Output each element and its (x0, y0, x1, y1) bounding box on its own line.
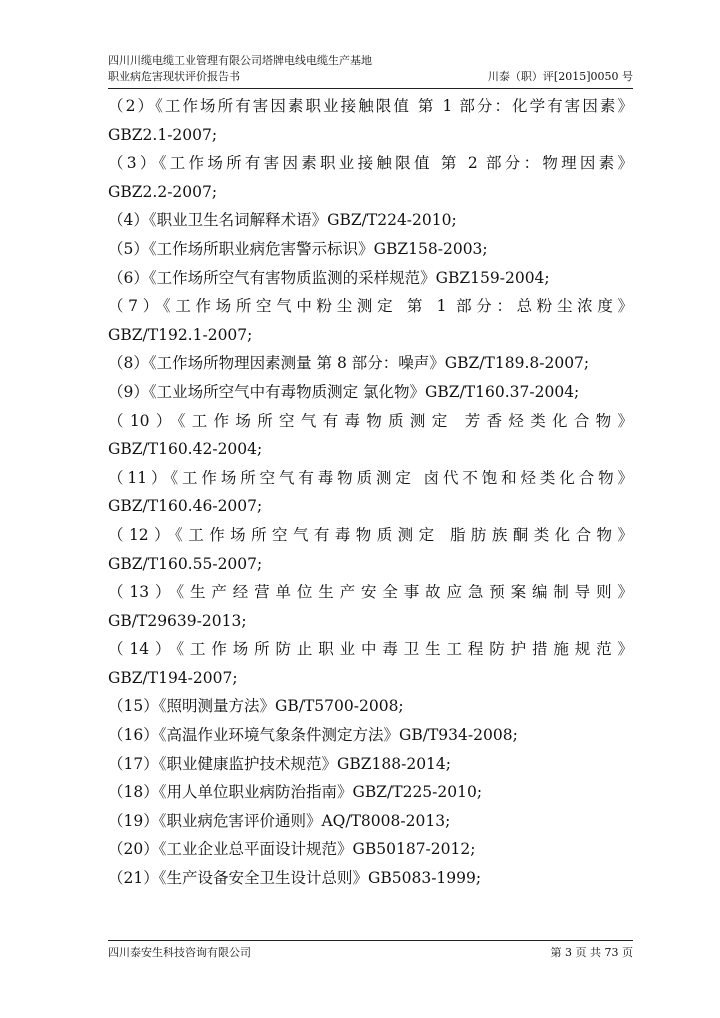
text-line: （20）《工业企业总平面设计规范》GB50187-2012; (108, 840, 476, 859)
text-line: GBZ/T160.55-2007; (108, 554, 263, 573)
text-line: （17）《职业健康监护技术规范》GBZ188-2014; (108, 754, 452, 773)
text-line: （9）《工业场所空气中有毒物质测定 氯化物》GBZ/T160.37-2004; (108, 382, 580, 401)
text-line: （15）《照明测量方法》GB/T5700-2008; (108, 697, 404, 716)
footer-page-number: 第 3 页 共 73 页 (550, 946, 633, 959)
text-line: （6）《工作场所空气有害物质监测的采样规范》GBZ159-2004; (108, 268, 550, 287)
text-line: （19）《职业病危害评价通则》AQ/T8008-2013; (108, 811, 451, 830)
text-line: （2）《工作场所有害因素职业接触限值 第 1 部分：化学有害因素》 (108, 97, 633, 115)
page-footer (108, 940, 633, 963)
reference-standards-list (108, 92, 633, 893)
text-line: GBZ/T160.46-2007; (108, 497, 263, 516)
text-line: （8）《工作场所物理因素测量 第 8 部分：噪声》GBZ/T189.8-2007; (108, 354, 590, 373)
header-company-line: 四川川缆电缆工业管理有限公司塔牌电线电缆生产基地 (108, 54, 372, 67)
text-line: （3）《工作场所有害因素职业接触限值 第 2 部分：物理因素》 (108, 154, 633, 173)
text-line: （10）《工作场所空气有毒物质测定 芳香烃类化合物》 (108, 411, 633, 430)
page-header (108, 54, 633, 89)
text-line: （16）《高温作业环境气象条件测定方法》GB/T934-2008; (108, 726, 518, 745)
text-line: GBZ2.1-2007; (108, 125, 218, 144)
text-line: （12）《工作场所空气有毒物质测定 脂肪族酮类化合物》 (108, 525, 633, 544)
text-line: （18）《用人单位职业病防治指南》GBZ/T225-2010; (108, 783, 483, 802)
header-report-title: 职业病危害现状评价报告书 (108, 70, 240, 83)
text-line: （4）《职业卫生名词解释术语》GBZ/T224-2010; (108, 211, 457, 230)
text-line: （11）《工作场所空气有毒物质测定 卤代不饱和烃类化合物》 (108, 468, 633, 487)
text-line: （5）《工作场所职业病危害警示标识》GBZ158-2003; (108, 239, 488, 258)
text-line: （13）《生产经营单位生产安全事故应急预案编制导则》 (108, 583, 633, 602)
header-report-ref: 川泰（职）评[2015]0050 号 (487, 70, 633, 83)
text-line: GBZ/T192.1-2007; (108, 325, 253, 344)
text-line: （14）《工作场所防止职业中毒卫生工程防护措施规范》 (108, 640, 633, 659)
text-line: GB/T29639-2013; (108, 611, 247, 630)
text-line: GBZ2.2-2007; (108, 182, 218, 201)
text-line: GBZ/T160.42-2004; (108, 440, 263, 459)
footer-company: 四川泰安生科技咨询有限公司 (108, 946, 251, 959)
text-line: GBZ/T194-2007; (108, 668, 238, 687)
text-line: （7）《工作场所空气中粉尘测定 第 1 部分：总粉尘浓度》 (108, 297, 633, 316)
text-line: （21）《生产设备安全卫生设计总则》GB5083-1999; (108, 869, 482, 888)
